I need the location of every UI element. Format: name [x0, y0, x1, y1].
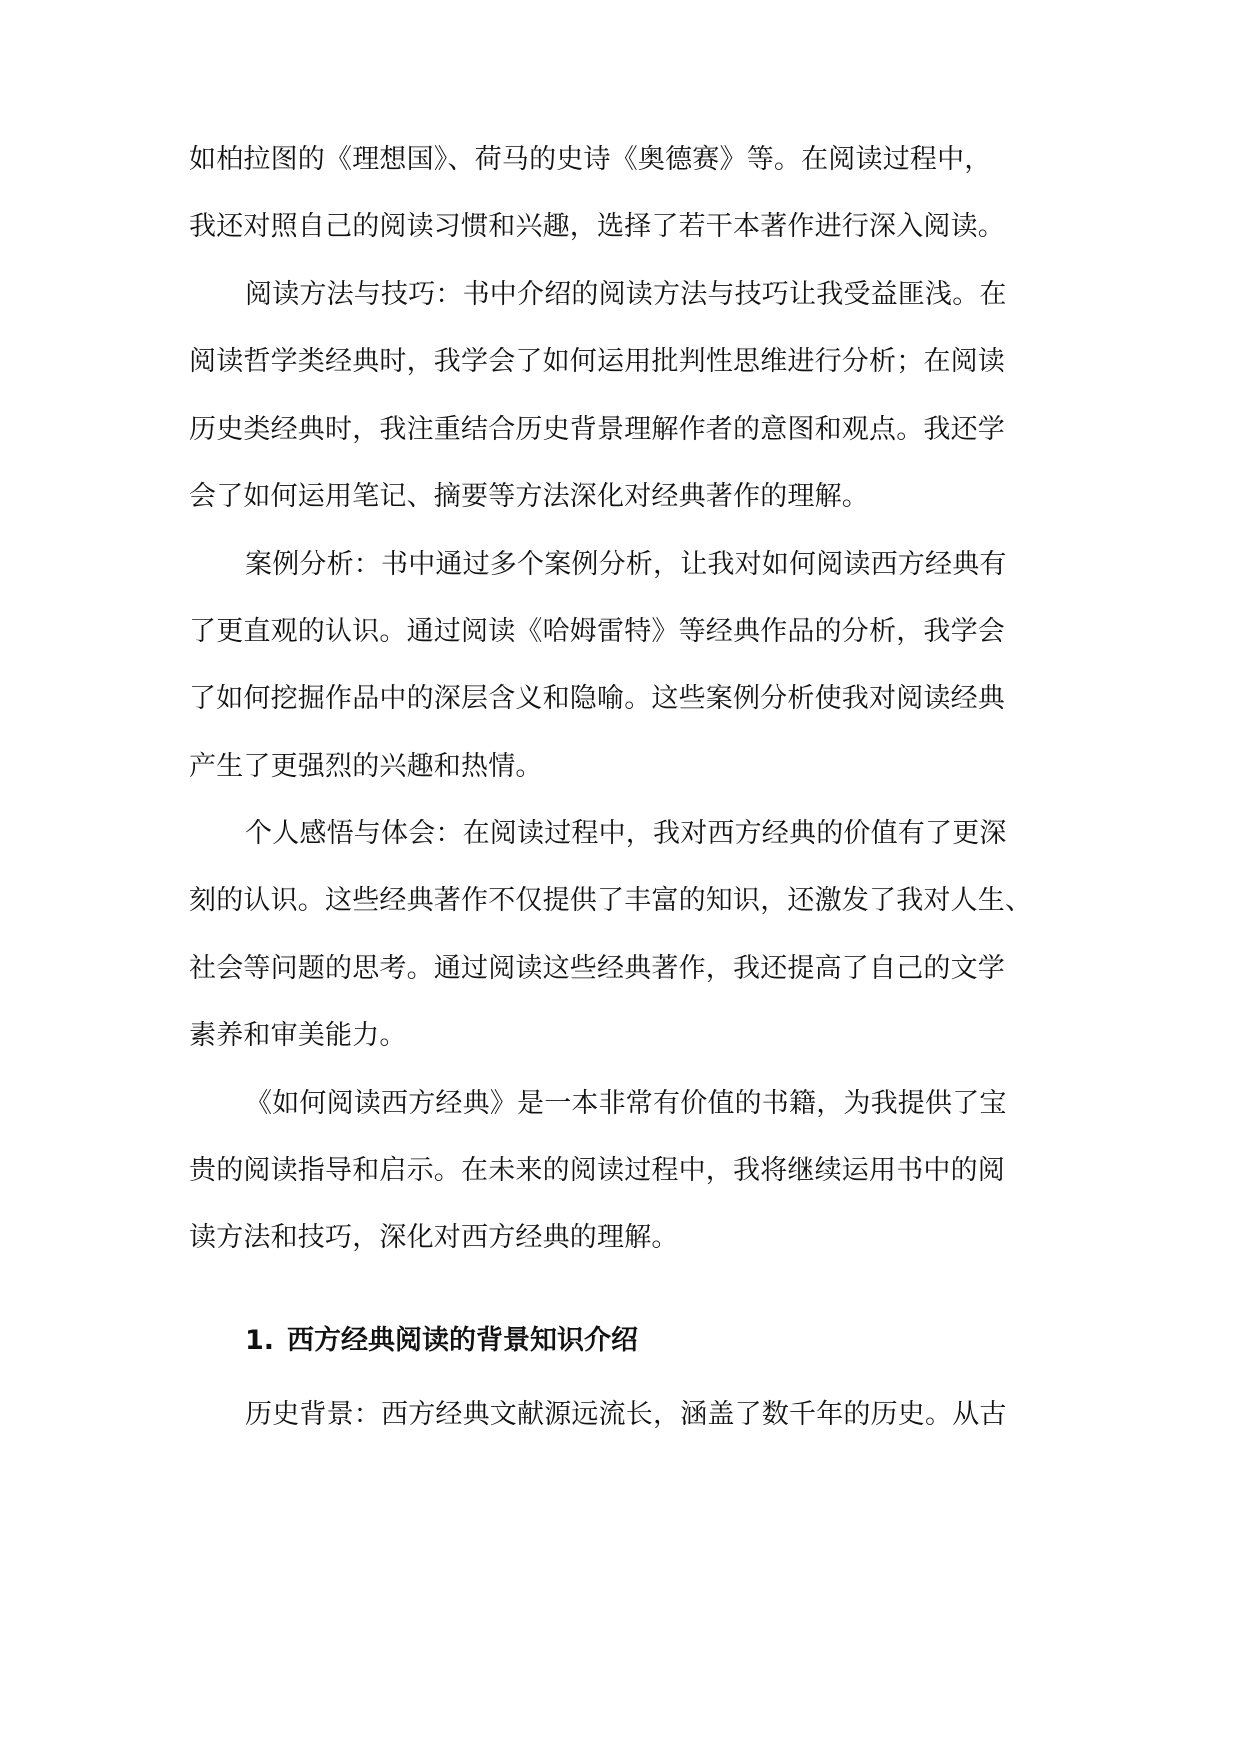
paragraph-start-history: 历史背景：西方经典文献源远流长，涵盖了数千年的历史。从古 — [245, 1399, 1007, 1430]
text-line: 历史类经典时，我注重结合历史背景理解作者的意图和观点。我还学 — [189, 414, 1005, 445]
text-line: 产生了更强烈的兴趣和热情。 — [189, 751, 543, 782]
text-line: 我还对照自己的阅读习惯和兴趣，选择了若干本著作进行深入阅读。 — [189, 211, 1005, 242]
text-line: 了如何挖掘作品中的深层含义和隐喻。这些案例分析使我对阅读经典 — [189, 683, 1005, 714]
text-line: 阅读哲学类经典时，我学会了如何运用批判性思维进行分析；在阅读 — [189, 346, 1005, 377]
text-line: 读方法和技巧，深化对西方经典的理解。 — [189, 1222, 679, 1253]
section-number: 1. — [245, 1325, 275, 1356]
text-line: 了更直观的认识。通过阅读《哈姆雷特》等经典作品的分析，我学会 — [189, 616, 1005, 647]
text-line: 素养和审美能力。 — [189, 1020, 407, 1051]
text-line: 如柏拉图的《理想国》、荷马的史诗《奥德赛》等。在阅读过程中， — [189, 144, 992, 175]
text-line: 社会等问题的思考。通过阅读这些经典著作，我还提高了自己的文学 — [189, 953, 1005, 984]
section-title: 西方经典阅读的背景知识介绍 — [287, 1325, 638, 1356]
paragraph-start-reading-methods: 阅读方法与技巧：书中介绍的阅读方法与技巧让我受益匪浅。在 — [245, 279, 1007, 310]
text-line: 刻的认识。这些经典著作不仅提供了丰富的知识，还激发了我对人生、 — [189, 885, 1033, 916]
paragraph-start-personal-insight: 个人感悟与体会：在阅读过程中，我对西方经典的价值有了更深 — [245, 818, 1007, 849]
section-heading — [245, 1318, 638, 1357]
text-line: 贵的阅读指导和启示。在未来的阅读过程中，我将继续运用书中的阅 — [189, 1155, 1005, 1186]
text-line: 会了如何运用笔记、摘要等方法深化对经典著作的理解。 — [189, 481, 869, 512]
paragraph-start-conclusion: 《如何阅读西方经典》是一本非常有价值的书籍，为我提供了宝 — [245, 1088, 1007, 1119]
paragraph-start-case-analysis: 案例分析：书中通过多个案例分析，让我对如何阅读西方经典有 — [245, 549, 1007, 580]
